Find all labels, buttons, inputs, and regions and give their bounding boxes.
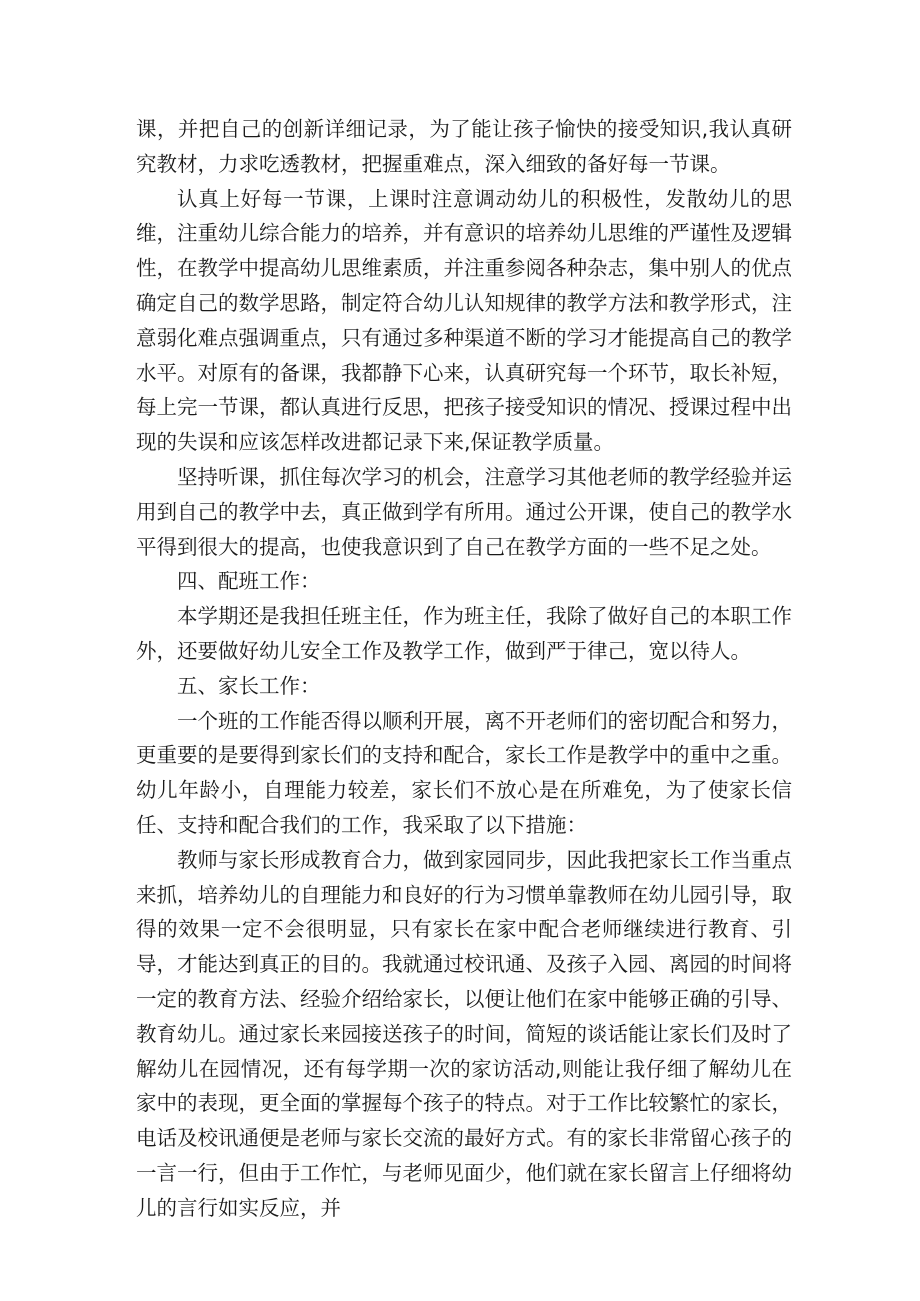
section-heading-parent-work: 五、家长工作： — [177, 673, 321, 698]
paragraph-home-school-sync: 教师与家长形成教育合力，做到家园同步，因此我把家长工作当重点来抓，培养幼儿的自理能力和良好的行为习惯单靠教师在幼儿园引导，取得的效果一定不会很明显，只有家长在家中配合老师继续进行教育、引导，才能达到真正的目的。我就通过校讯通、及孩子入园、离园的时间将一定的教育方法、经验介绍给家长，以便让他们在家中能够正确的引导、教育幼儿。通过家长来园接送孩子的时间，简短的谈话能让家长们及时了解幼儿在园情况，还有每学期一次的家访活动,则能让我仔细了解幼儿在家中的表现，更全面的掌握每个孩子的特点。对于工作比较繁忙的家长，电话及校讯通便是老师与家长交流的最好方式。有的家长非常留心孩子的一言一行，但由于工作忙，与老师见面少，他们就在家长留言上仔细将幼儿的言行如实反应，并 — [136, 847, 792, 1220]
paragraph-lesson-prep: 课，并把自己的创新详细记录，为了能让孩子愉快的接受知识,我认真研究教材，力求吃透教材，把握重难点，深入细致的备好每一节课。 — [136, 117, 792, 176]
paragraph-lesson-observation: 坚持听课，抓住每次学习的机会，注意学习其他老师的教学经验并运用到自己的教学中去，真正做到学有所用。通过公开课，使自己的教学水平得到很大的提高，也使我意识到了自己在教学方面的一些不足之处。 — [136, 464, 792, 559]
section-heading-class-assist: 四、配班工作： — [177, 569, 321, 594]
paragraph-teaching-method: 认真上好每一节课，上课时注意调动幼儿的积极性，发散幼儿的思维，注重幼儿综合能力的培养，并有意识的培养幼儿思维的严谨性及逻辑性，在教学中提高幼儿思维素质，并注重参阅各种杂志，集中别人的优点确定自己的数学思路，制定符合幼儿认知规律的教学方法和教学形式，注意弱化难点强调重点，只有通过多种渠道不断的学习才能提高自己的教学水平。对原有的备课，我都静下心来，认真研究每一个环节，取长补短，每上完一节课，都认真进行反思，把孩子接受知识的情况、授课过程中出现的失误和应该怎样改进都记录下来,保证教学质量。 — [136, 186, 792, 455]
document-body — [136, 112, 792, 1226]
paragraph-parent-cooperation: 一个班的工作能否得以顺利开展，离不开老师们的密切配合和努力，更重要的是要得到家长们的支持和配合，家长工作是教学中的重中之重。幼儿年龄小，自理能力较差，家长们不放心是在所难免，为了使家长信任、支持和配合我们的工作，我采取了以下措施： — [136, 708, 792, 837]
paragraph-class-teacher: 本学期还是我担任班主任，作为班主任，我除了做好自己的本职工作外，还要做好幼儿安全工作及教学工作，做到严于律己，宽以待人。 — [136, 604, 792, 663]
